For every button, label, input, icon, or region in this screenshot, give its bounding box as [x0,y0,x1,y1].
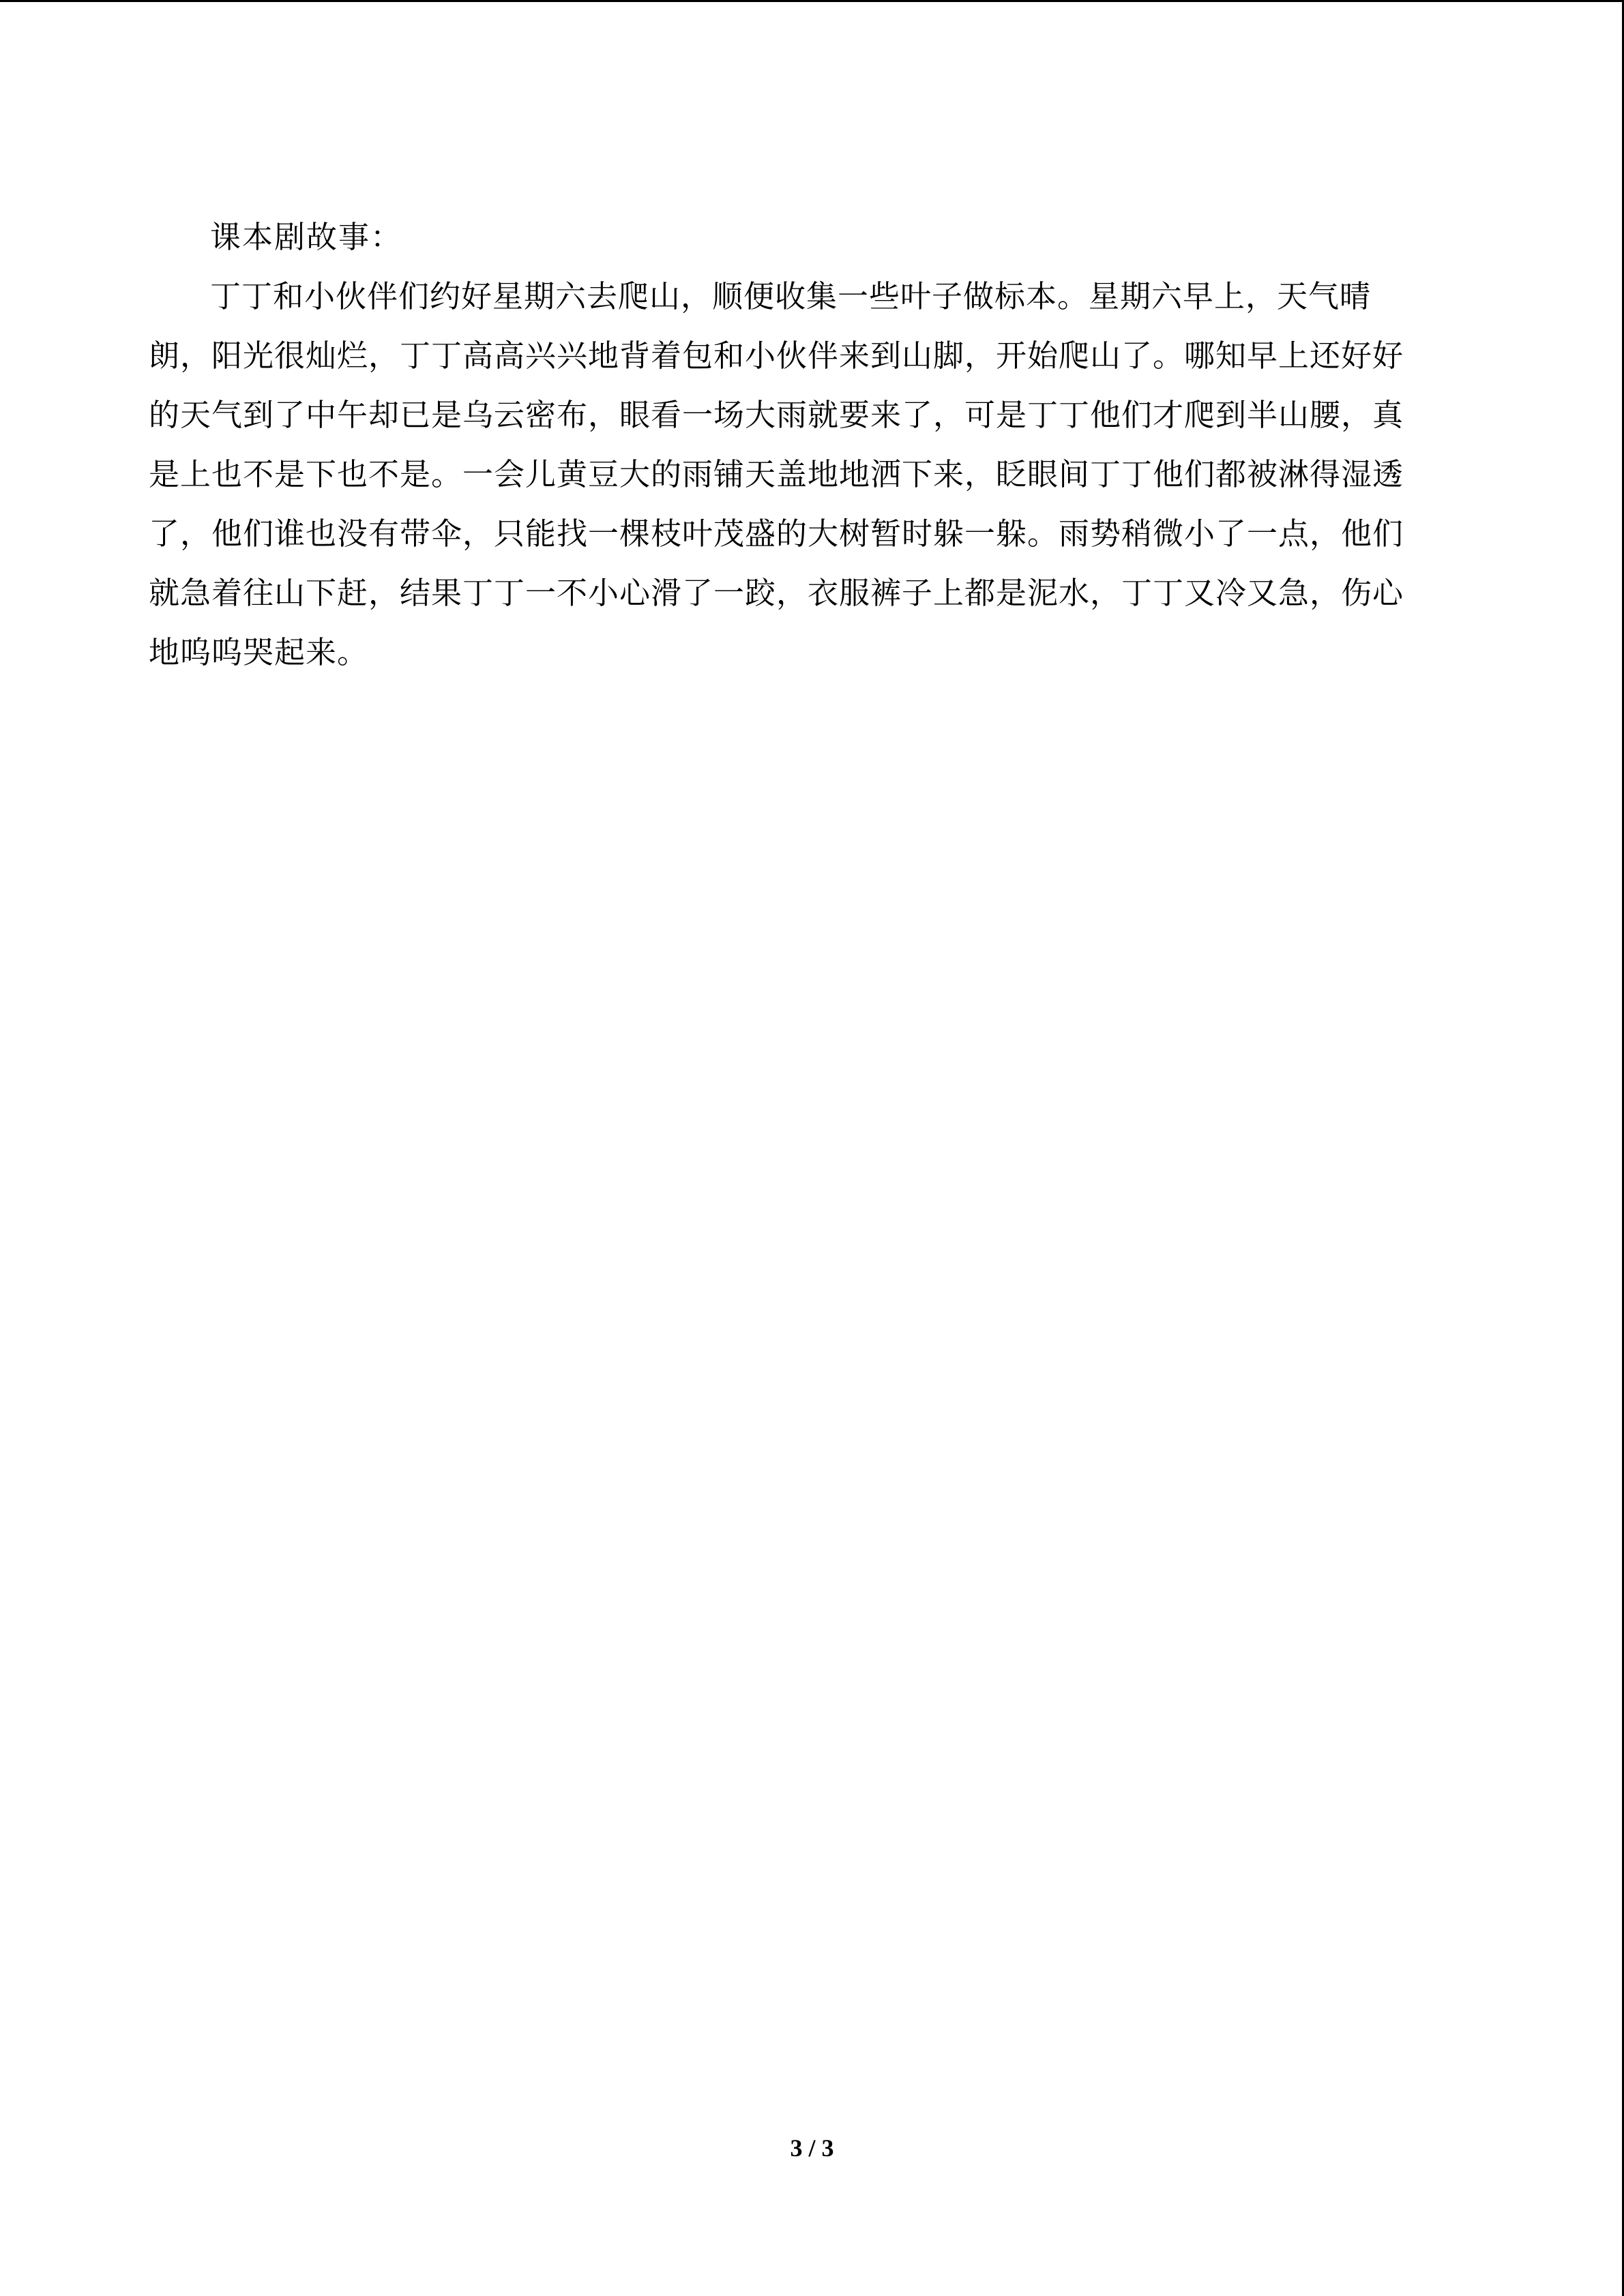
paragraph-line: 是上也不是下也不是。一会儿黄豆大的雨铺天盖地地洒下来，眨眼间丁丁他们都被淋得湿透 [149,456,1404,492]
paragraph-line: 丁丁和小伙伴们约好星期六去爬山，顺便收集一些叶子做标本。星期六早上，天气晴 [210,278,1372,314]
page-top-border [0,0,1624,2]
paragraph-line: 地呜呜哭起来。 [149,634,369,670]
story-heading: 课本剧故事： [210,219,403,255]
paragraph-line: 就急着往山下赶，结果丁丁一不小心滑了一跤，衣服裤子上都是泥水，丁丁又冷又急，伤心 [149,575,1404,611]
page-number: 3 / 3 [790,2134,834,2162]
paragraph-line: 的天气到了中午却已是乌云密布，眼看一场大雨就要来了，可是丁丁他们才爬到半山腰，真 [149,397,1404,433]
paragraph-line: 了，他们谁也没有带伞，只能找一棵枝叶茂盛的大树暂时躲一躲。雨势稍微小了一点，他们 [149,516,1404,552]
paragraph-line: 朗，阳光很灿烂，丁丁高高兴兴地背着包和小伙伴来到山脚，开始爬山了。哪知早上还好好 [149,338,1404,374]
